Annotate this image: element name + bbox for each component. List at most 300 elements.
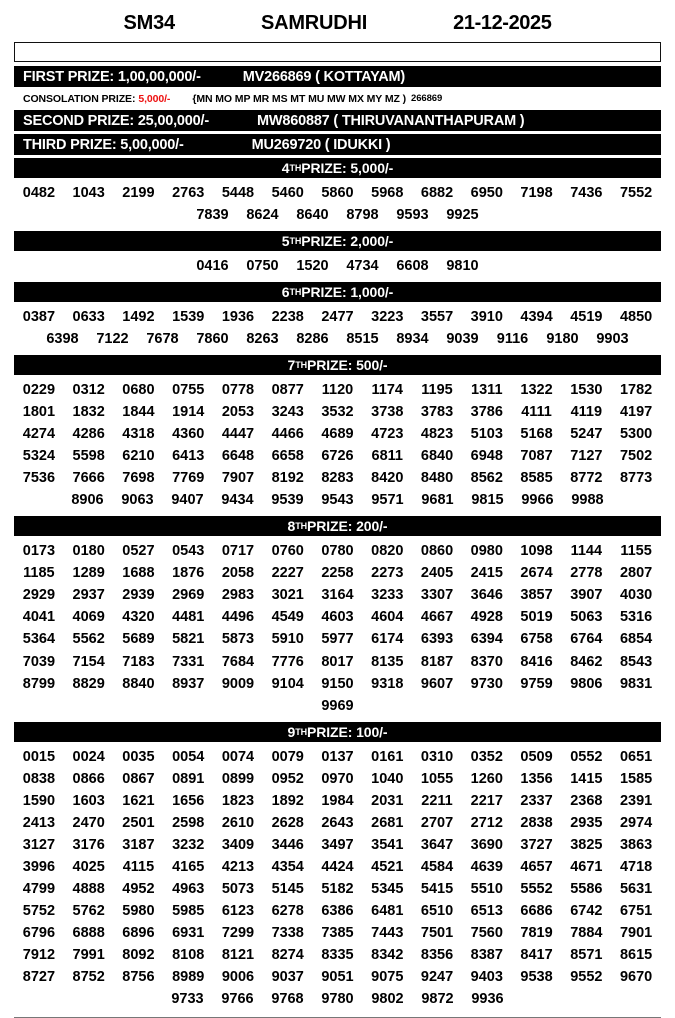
- number-cell: 8263: [246, 331, 279, 348]
- number-cell: 3783: [420, 404, 454, 421]
- number-cell: 9538: [520, 968, 553, 985]
- number-cell: 3223: [371, 309, 404, 326]
- number-cell: 9543: [321, 492, 354, 509]
- number-row: [14, 328, 661, 350]
- number-cell: 5752: [22, 902, 56, 919]
- number-cell: 0161: [371, 748, 404, 765]
- sixth-prize-ordinal: 6: [281, 284, 290, 301]
- number-cell: 4519: [570, 309, 603, 326]
- number-cell: 2470: [72, 814, 105, 831]
- number-cell: 6481: [371, 902, 404, 919]
- number-cell: 2807: [619, 565, 653, 582]
- number-cell: 1098: [520, 543, 553, 560]
- number-cell: 3021: [271, 587, 304, 604]
- number-row: [14, 584, 661, 606]
- number-cell: 3825: [570, 836, 603, 853]
- number-cell: 3996: [22, 858, 56, 875]
- number-cell: 8727: [22, 968, 56, 985]
- number-cell: 7299: [221, 924, 255, 941]
- blank-field-box: [14, 42, 661, 62]
- number-row: [14, 445, 661, 467]
- number-cell: 6174: [371, 631, 404, 648]
- number-row: [14, 182, 661, 204]
- number-cell: 3187: [122, 836, 155, 853]
- number-cell: 8420: [371, 470, 404, 487]
- number-cell: 3532: [321, 404, 354, 421]
- number-cell: 0229: [22, 382, 56, 399]
- number-cell: 0877: [271, 382, 304, 399]
- number-cell: 2778: [570, 565, 603, 582]
- number-cell: 2058: [221, 565, 255, 582]
- number-cell: 1892: [271, 792, 304, 809]
- number-cell: 2712: [470, 814, 503, 831]
- number-cell: 4165: [172, 858, 205, 875]
- number-cell: 8387: [470, 946, 503, 963]
- number-cell: 5598: [72, 448, 105, 465]
- number-cell: 6888: [72, 924, 105, 941]
- number-cell: 9063: [121, 492, 154, 509]
- number-cell: 1185: [23, 565, 55, 582]
- number-cell: 7183: [122, 653, 155, 670]
- sixth-prize-label: PRIZE: 1,000/-: [301, 284, 394, 301]
- number-cell: 9925: [446, 207, 479, 224]
- number-row: [14, 255, 661, 277]
- number-cell: 8480: [420, 470, 454, 487]
- number-cell: 6648: [221, 448, 255, 465]
- number-cell: 7698: [122, 470, 155, 487]
- number-cell: 3863: [619, 836, 653, 853]
- number-cell: 3127: [22, 836, 56, 853]
- number-row: [14, 673, 661, 695]
- number-cell: 5977: [321, 631, 354, 648]
- number-cell: 7198: [520, 185, 553, 201]
- seventh-prize-numbers: [14, 377, 661, 513]
- number-cell: 8799: [22, 675, 56, 692]
- number-cell: 6513: [470, 902, 503, 919]
- number-cell: 6882: [420, 185, 454, 201]
- number-cell: 8416: [520, 653, 553, 670]
- number-cell: 8585: [520, 470, 553, 487]
- number-cell: 6811: [371, 448, 403, 465]
- number-cell: 8562: [470, 470, 503, 487]
- number-cell: 9150: [321, 675, 354, 692]
- number-cell: 1539: [172, 309, 205, 326]
- number-cell: 4119: [570, 404, 603, 421]
- number-cell: 3232: [172, 836, 205, 853]
- consolation-prize-label: CONSOLATION PRIZE:: [23, 92, 136, 105]
- number-row: [14, 540, 661, 562]
- number-cell: 0173: [22, 543, 56, 560]
- number-cell: 2273: [371, 565, 404, 582]
- number-cell: 2929: [22, 587, 56, 604]
- number-cell: 6896: [122, 924, 155, 941]
- consolation-prize-row: [14, 90, 661, 107]
- third-prize-ticket: MU269720 ( IDUKKI ): [251, 136, 391, 153]
- fourth-prize-numbers: [14, 180, 661, 228]
- fifth-prize-bar: 5 TH PRIZE: 2,000/-: [14, 231, 661, 251]
- number-cell: 4030: [619, 587, 653, 604]
- number-cell: 4823: [420, 426, 454, 443]
- number-cell: 3727: [520, 836, 553, 853]
- number-cell: 8840: [122, 675, 155, 692]
- number-cell: 4213: [221, 858, 255, 875]
- number-cell: 9037: [271, 968, 304, 985]
- number-cell: 8192: [271, 470, 304, 487]
- number-cell: 1120: [321, 382, 354, 399]
- consolation-prize-series: {MN MO MP MR MS MT MU MW MX MY MZ ): [192, 92, 407, 105]
- number-cell: 0760: [271, 543, 304, 560]
- number-cell: 0820: [371, 543, 404, 560]
- eighth-prize-label: PRIZE: 200/-: [307, 518, 388, 535]
- number-cell: 4197: [619, 404, 653, 421]
- number-cell: 5316: [619, 609, 653, 626]
- third-prize-label: THIRD PRIZE: 5,00,000/-: [23, 136, 184, 153]
- number-cell: 3409: [221, 836, 255, 853]
- number-cell: 0074: [221, 748, 255, 765]
- number-cell: 6796: [22, 924, 56, 941]
- ninth-prize-ordinal: 9: [287, 723, 296, 740]
- number-cell: 0952: [271, 770, 304, 787]
- number-cell: 4466: [271, 426, 304, 443]
- number-cell: 1415: [570, 770, 603, 787]
- number-cell: 7385: [321, 924, 354, 941]
- number-cell: 5510: [470, 880, 503, 897]
- number-cell: 9006: [221, 968, 255, 985]
- number-cell: 4952: [122, 880, 155, 897]
- seventh-prize-label: PRIZE: 500/-: [307, 357, 388, 374]
- number-cell: 2643: [321, 814, 354, 831]
- number-cell: 7436: [570, 185, 603, 201]
- number-cell: 9039: [446, 331, 479, 348]
- number-cell: 1040: [371, 770, 404, 787]
- number-cell: 4928: [470, 609, 503, 626]
- number-cell: 7901: [619, 924, 653, 941]
- number-cell: 2598: [172, 814, 205, 831]
- number-cell: 9552: [570, 968, 603, 985]
- number-cell: 1936: [221, 309, 255, 326]
- second-prize-label: SECOND PRIZE: 25,00,000/-: [23, 112, 209, 129]
- number-cell: 5460: [271, 185, 304, 201]
- number-cell: 2217: [470, 792, 503, 809]
- number-cell: 5247: [570, 426, 603, 443]
- number-cell: 4549: [271, 609, 304, 626]
- number-cell: 6210: [122, 448, 155, 465]
- number-cell: 6764: [570, 631, 603, 648]
- number-cell: 9681: [421, 492, 454, 509]
- number-cell: 8615: [619, 946, 653, 963]
- number-cell: 2337: [520, 792, 553, 809]
- number-cell: 1311: [471, 382, 503, 399]
- number-cell: 1688: [122, 565, 155, 582]
- number-cell: 8937: [172, 675, 205, 692]
- number-cell: 6686: [520, 902, 553, 919]
- number-cell: 0387: [22, 309, 56, 326]
- second-prize-ticket: MW860887 ( THIRUVANANTHAPURAM ): [257, 112, 525, 129]
- number-cell: 9009: [221, 675, 255, 692]
- number-cell: 4888: [72, 880, 105, 897]
- number-cell: 9966: [521, 492, 554, 509]
- number-cell: 4657: [520, 858, 553, 875]
- number-cell: 0509: [520, 748, 553, 765]
- number-cell: 7678: [146, 331, 179, 348]
- number-row: [14, 628, 661, 650]
- number-cell: 9815: [471, 492, 504, 509]
- fifth-prize-ordinal: 5: [281, 233, 290, 250]
- number-cell: 4360: [172, 426, 205, 443]
- number-cell: 4318: [122, 426, 155, 443]
- number-cell: 9318: [371, 675, 404, 692]
- number-cell: 4584: [420, 858, 454, 875]
- number-row: [14, 651, 661, 673]
- number-cell: 2674: [520, 565, 553, 582]
- number-cell: 0755: [172, 382, 205, 399]
- number-cell: 4424: [321, 858, 354, 875]
- number-cell: 8798: [346, 207, 379, 224]
- number-cell: 6608: [396, 258, 429, 275]
- sixth-prize-bar: 6 TH PRIZE: 1,000/-: [14, 282, 661, 302]
- number-cell: 1590: [22, 792, 56, 809]
- number-cell: 6742: [570, 902, 603, 919]
- number-cell: 2238: [271, 309, 304, 326]
- number-cell: 8187: [420, 653, 454, 670]
- number-cell: 1832: [72, 404, 105, 421]
- number-cell: 1492: [122, 309, 155, 326]
- number-cell: 9802: [371, 990, 404, 1007]
- number-cell: 8571: [570, 946, 603, 963]
- number-cell: 0780: [321, 543, 354, 560]
- number-cell: 6726: [321, 448, 354, 465]
- number-cell: 8356: [420, 946, 454, 963]
- number-cell: 9571: [371, 492, 404, 509]
- first-prize-ticket: MV266869 ( KOTTAYAM): [242, 68, 406, 85]
- number-cell: 9539: [271, 492, 304, 509]
- number-row: [14, 790, 661, 812]
- number-cell: 3233: [371, 587, 404, 604]
- number-cell: 5910: [271, 631, 304, 648]
- number-cell: 9780: [321, 990, 354, 1007]
- number-cell: 5300: [619, 426, 653, 443]
- number-cell: 7154: [72, 653, 105, 670]
- ninth-prize-label: PRIZE: 100/-: [307, 723, 388, 740]
- number-cell: 0717: [221, 543, 255, 560]
- number-row: [14, 856, 661, 878]
- number-cell: 5345: [371, 880, 404, 897]
- number-cell: 2983: [221, 587, 255, 604]
- number-cell: 3857: [520, 587, 553, 604]
- number-cell: 4041: [22, 609, 56, 626]
- fourth-prize-label: PRIZE: 5,000/-: [301, 160, 394, 176]
- number-cell: 9607: [420, 675, 454, 692]
- number-cell: 0015: [22, 748, 56, 765]
- number-cell: 8274: [271, 946, 304, 963]
- number-cell: 8906: [71, 492, 104, 509]
- seventh-prize-bar: 7 TH PRIZE: 500/-: [14, 355, 661, 375]
- number-cell: 1155: [620, 543, 652, 560]
- number-cell: 9670: [619, 968, 653, 985]
- number-row: [14, 467, 661, 489]
- number-cell: 5063: [570, 609, 603, 626]
- number-cell: 0970: [321, 770, 354, 787]
- number-cell: 5103: [470, 426, 503, 443]
- number-cell: 2939: [122, 587, 155, 604]
- number-row: [14, 812, 661, 834]
- number-cell: 6386: [321, 902, 354, 919]
- number-cell: 3541: [371, 836, 404, 853]
- number-cell: 9768: [271, 990, 304, 1007]
- number-cell: 0352: [470, 748, 503, 765]
- number-row: [14, 401, 661, 423]
- number-cell: 6123: [221, 902, 255, 919]
- number-cell: 1621: [122, 792, 155, 809]
- number-cell: 6751: [619, 902, 653, 919]
- number-cell: 7536: [22, 470, 56, 487]
- ninth-prize-numbers: [14, 744, 661, 1012]
- second-prize-bar: [14, 110, 661, 131]
- number-cell: 2974: [619, 814, 653, 831]
- number-cell: 7769: [172, 470, 205, 487]
- number-cell: 2681: [371, 814, 404, 831]
- number-cell: 8121: [221, 946, 255, 963]
- number-cell: 1322: [520, 382, 553, 399]
- number-cell: 7884: [570, 924, 603, 941]
- number-cell: 5415: [420, 880, 454, 897]
- number-cell: 4718: [619, 858, 653, 875]
- number-row: [14, 423, 661, 445]
- number-cell: 7443: [371, 924, 404, 941]
- number-cell: 2415: [470, 565, 503, 582]
- number-cell: 1603: [72, 792, 105, 809]
- number-cell: 0552: [570, 748, 603, 765]
- ninth-prize-bar: 9 TH PRIZE: 100/-: [14, 722, 661, 742]
- fifth-prize-label: PRIZE: 2,000/-: [301, 233, 394, 250]
- number-cell: 9593: [396, 207, 429, 224]
- number-cell: 0482: [22, 185, 56, 201]
- number-cell: 9403: [470, 968, 503, 985]
- number-cell: 8624: [246, 207, 279, 224]
- number-cell: 2258: [321, 565, 354, 582]
- number-cell: 2610: [221, 814, 255, 831]
- number-cell: 0860: [420, 543, 454, 560]
- number-row: [14, 746, 661, 768]
- number-cell: 1876: [172, 565, 205, 582]
- fifth-prize-numbers: [14, 253, 661, 279]
- number-row: [14, 606, 661, 628]
- number-cell: 7502: [619, 448, 653, 465]
- number-cell: 9810: [446, 258, 479, 275]
- number-cell: 5968: [371, 185, 404, 201]
- number-cell: 1844: [122, 404, 155, 421]
- number-cell: 6658: [271, 448, 304, 465]
- sixth-prize-numbers: [14, 304, 661, 352]
- number-cell: 4394: [520, 309, 553, 326]
- number-cell: 9806: [570, 675, 603, 692]
- number-cell: 2391: [619, 792, 653, 809]
- number-cell: 3907: [570, 587, 603, 604]
- number-cell: 8640: [296, 207, 329, 224]
- number-cell: 0867: [122, 770, 155, 787]
- number-cell: 0054: [172, 748, 205, 765]
- number-cell: 7860: [196, 331, 229, 348]
- number-cell: 2199: [122, 185, 155, 201]
- number-cell: 3164: [321, 587, 354, 604]
- number-cell: 6854: [619, 631, 653, 648]
- number-cell: 1656: [172, 792, 205, 809]
- number-row: [14, 306, 661, 328]
- number-cell: 0866: [72, 770, 105, 787]
- number-cell: 5182: [321, 880, 354, 897]
- number-cell: 4496: [221, 609, 255, 626]
- number-row: [14, 966, 661, 988]
- number-cell: 7776: [271, 653, 304, 670]
- number-cell: 7666: [72, 470, 105, 487]
- eighth-prize-ordinal: 8: [287, 518, 296, 535]
- number-cell: 0137: [321, 748, 354, 765]
- number-cell: 4723: [371, 426, 404, 443]
- number-cell: 8989: [172, 968, 205, 985]
- number-cell: 9969: [321, 697, 354, 714]
- number-cell: 7127: [570, 448, 603, 465]
- lottery-name: SAMRUDHI: [260, 12, 368, 34]
- number-cell: 1530: [570, 382, 603, 399]
- number-cell: 8515: [346, 331, 379, 348]
- number-cell: 7560: [470, 924, 503, 941]
- number-cell: 0633: [72, 309, 105, 326]
- number-cell: 3690: [470, 836, 503, 853]
- number-cell: 7839: [196, 207, 229, 224]
- fourth-prize-ordinal: 4: [281, 160, 290, 176]
- number-cell: 1289: [72, 565, 105, 582]
- number-cell: 8092: [122, 946, 155, 963]
- number-cell: 3786: [470, 404, 503, 421]
- number-cell: 0750: [246, 258, 279, 275]
- number-cell: 6413: [172, 448, 205, 465]
- number-cell: 0778: [221, 382, 255, 399]
- number-cell: 1043: [72, 185, 105, 201]
- number-row: [14, 988, 661, 1010]
- number-cell: 6840: [420, 448, 454, 465]
- number-cell: 0651: [619, 748, 653, 765]
- number-cell: 1260: [470, 770, 503, 787]
- number-cell: 7907: [221, 470, 255, 487]
- first-prize-label: FIRST PRIZE: 1,00,00,000/-: [23, 68, 201, 85]
- number-row: [14, 695, 661, 717]
- number-cell: 7338: [271, 924, 304, 941]
- number-cell: 4671: [570, 858, 603, 875]
- number-row: [14, 878, 661, 900]
- number-cell: 0980: [470, 543, 503, 560]
- number-cell: 0312: [72, 382, 105, 399]
- number-cell: 9903: [596, 331, 629, 348]
- number-cell: 0024: [72, 748, 105, 765]
- number-cell: 1585: [619, 770, 653, 787]
- number-cell: 9407: [171, 492, 204, 509]
- number-cell: 1356: [520, 770, 553, 787]
- number-cell: 8829: [72, 675, 105, 692]
- number-cell: 3738: [371, 404, 404, 421]
- number-cell: 9766: [221, 990, 254, 1007]
- number-cell: 9759: [520, 675, 553, 692]
- number-cell: 8417: [520, 946, 553, 963]
- number-cell: 2053: [221, 404, 255, 421]
- consolation-prize-amount: 5,000/-: [138, 92, 171, 105]
- number-cell: 3176: [72, 836, 105, 853]
- number-cell: 0035: [122, 748, 155, 765]
- number-row: [14, 379, 661, 401]
- number-cell: 4603: [321, 609, 354, 626]
- number-cell: 4447: [221, 426, 255, 443]
- number-cell: 5019: [520, 609, 553, 626]
- number-cell: 8335: [321, 946, 354, 963]
